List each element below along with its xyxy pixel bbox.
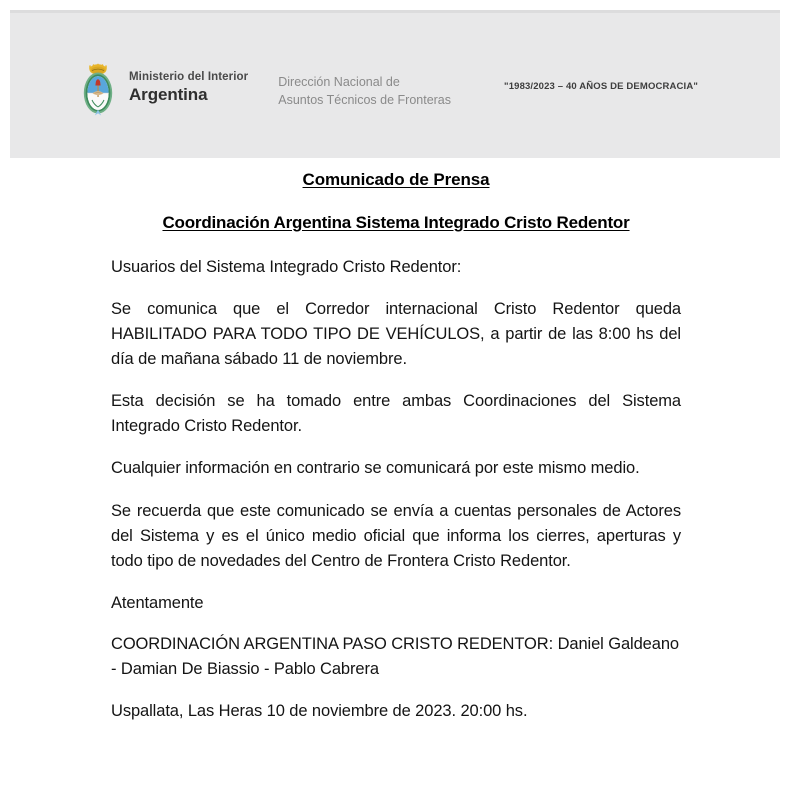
place-and-date: Uspallata, Las Heras 10 de noviembre de 2023. 20:00 hs.: [111, 702, 528, 721]
closing-line: Atentamente: [111, 593, 204, 612]
paragraph-announcement: Se comunica que el Corredor internacional Cristo Redentor queda HABILITADO PARA TODO TIPO DE VEHÍCULOS, a partir de las 8:00 hs del día de mañana sábado 11 de noviembre.: [111, 300, 681, 369]
letterhead-content: [78, 61, 760, 119]
paragraph-contrary-info: Cualquier información en contrario se comunicará por este mismo medio.: [111, 459, 640, 478]
argentina-coat-of-arms-icon: [78, 63, 118, 119]
page-subtitle: Coordinación Argentina Sistema Integrado Cristo Redentor: [162, 213, 630, 232]
salutation: Usuarios del Sistema Integrado Cristo Redentor:: [111, 258, 462, 276]
paragraph-official-channel: Se recuerda que este comunicado se envía a cuentas personales de Actores del Sistema y es el único medio oficial que informa los cierres, aperturas y todo tipo de novedades del Centro de Frontera Cristo Redentor.: [111, 501, 681, 570]
issuing-unit-line-2: Asuntos Técnicos de Fronteras: [278, 93, 452, 108]
page-title: Comunicado de Prensa: [302, 170, 490, 189]
ministry-name: Ministerio del Interior: [129, 71, 249, 83]
democracy-anniversary-slogan: "1983/2023 – 40 AÑOS DE DEMOCRACIA": [504, 81, 698, 92]
issuing-unit-line-1: Dirección Nacional de: [278, 75, 400, 89]
country-name: Argentina: [129, 85, 208, 105]
document-body: [111, 170, 681, 741]
signatories: COORDINACIÓN ARGENTINA PASO CRISTO REDENTOR: Daniel Galdeano - Damian De Biassio - Pablo Cabrera: [111, 634, 679, 678]
ministry-lockup: [129, 71, 248, 105]
issuing-unit: [278, 73, 451, 109]
letterhead-band: [10, 10, 780, 158]
paragraph-decision: Esta decisión se ha tomado entre ambas Coordinaciones del Sistema Integrado Cristo Redentor.: [111, 392, 681, 436]
